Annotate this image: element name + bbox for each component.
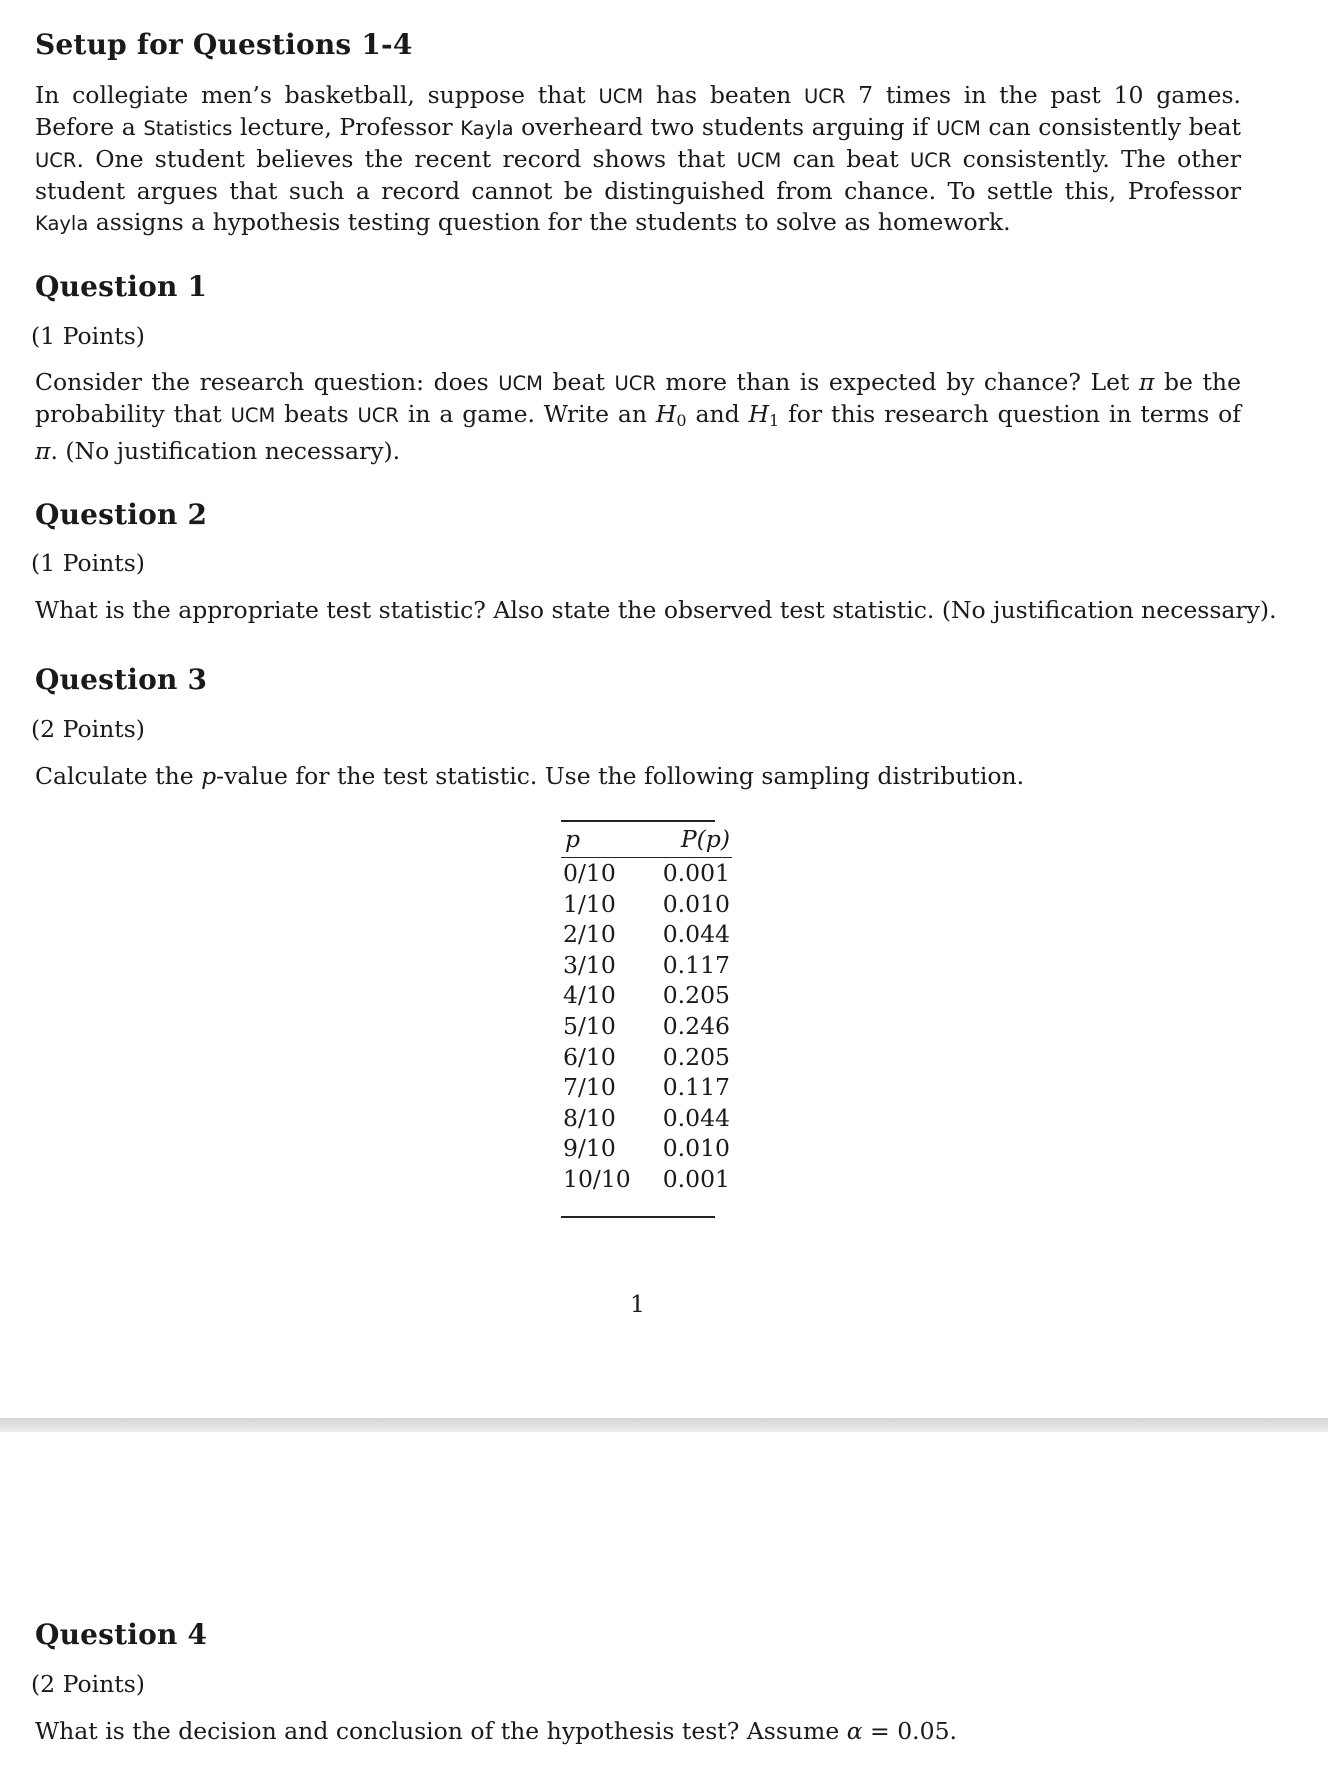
table-cell-prob: 0.044 xyxy=(662,920,731,949)
question-2-text: What is the appropriate test statistic? Also state the observed test statistic. (No justification necessary). xyxy=(35,596,1277,624)
table-cell-prob: 0.001 xyxy=(662,859,731,887)
table-cell-p: 4/10 xyxy=(563,981,616,1010)
page-separator xyxy=(0,1418,1328,1432)
table-cell-prob: 0.010 xyxy=(662,1134,731,1163)
question-1-text: Consider the research question: does UCM beat UCR more than is expected by chance? Let π be the probability that UCM beats UCR in a game. Write an $H_0$ and $H_1$ for this research question in terms of π. (No justification necessary). xyxy=(35,368,1242,465)
table-cell-p: 9/10 xyxy=(563,1134,616,1163)
question-2-points: (1 Points) xyxy=(31,549,145,577)
table-row xyxy=(561,1103,732,1134)
setup-heading: Setup for Questions 1-4 xyxy=(35,28,413,61)
table-row xyxy=(561,1042,732,1073)
table-cell-prob: 0.010 xyxy=(662,889,731,918)
table-row xyxy=(561,980,732,1011)
question-4-text: What is the decision and conclusion of the hypothesis test? Assume α = 0.05. xyxy=(35,1717,958,1745)
table-cell-p: 2/10 xyxy=(563,920,616,949)
table-cell-p: 7/10 xyxy=(563,1073,616,1102)
table-header-probability: P(p) xyxy=(661,819,732,858)
table-cell-prob: 0.205 xyxy=(662,1042,731,1071)
table-cell-p: 3/10 xyxy=(563,950,616,979)
question-1-points: (1 Points) xyxy=(31,322,145,350)
setup-paragraph: In collegiate men’s basketball, suppose that UCM has beaten UCR 7 times in the past 10 games. Before a Statistics lecture, Professor Kayla overheard two students arguing if UCM can consistently beat UCR. One student believes the recent record shows that UCM can beat UCR consistently. The other student argues that such a record cannot be distinguished from chance. To settle this, Professor Kayla assigns a hypothesis testing question for the students to solve as homework. xyxy=(35,81,1241,236)
question-3-points: (2 Points) xyxy=(31,715,145,743)
table-cell-prob: 0.205 xyxy=(662,981,731,1010)
course-name: Statistics xyxy=(143,117,233,140)
table-row xyxy=(561,950,732,981)
table-row xyxy=(561,1011,732,1042)
table-cell-prob: 0.044 xyxy=(662,1103,731,1132)
question-3-heading: Question 3 xyxy=(35,663,208,696)
question-1-heading: Question 1 xyxy=(35,270,208,303)
table-cell-p: 6/10 xyxy=(563,1042,616,1071)
question-3-text: Calculate the p-value for the test statistic. Use the following sampling distribution. xyxy=(35,762,1025,790)
table-row xyxy=(561,1072,732,1103)
table-cell-p: 10/10 xyxy=(563,1164,631,1193)
sampling-distribution-table xyxy=(561,819,732,1195)
table-cell-p: 5/10 xyxy=(563,1011,616,1040)
team-ucm: UCM xyxy=(598,85,644,108)
question-4-points: (2 Points) xyxy=(31,1670,145,1698)
table-cell-prob: 0.117 xyxy=(662,950,731,979)
table-row xyxy=(561,889,732,920)
table-header-p: p xyxy=(561,819,661,858)
table-row xyxy=(561,919,732,950)
table-bottom-rule xyxy=(561,1216,715,1218)
team-ucr: UCR xyxy=(803,85,846,108)
table-cell-prob: 0.117 xyxy=(662,1073,731,1102)
table-cell-prob: 0.246 xyxy=(662,1011,731,1040)
table-row xyxy=(561,1133,732,1164)
page-2 xyxy=(0,1432,1328,1782)
page-number: 1 xyxy=(630,1290,645,1318)
question-2-heading: Question 2 xyxy=(35,498,208,531)
professor-name: Kayla xyxy=(460,117,514,140)
table-cell-p: 1/10 xyxy=(563,889,616,918)
table-row xyxy=(561,858,732,889)
table-cell-p: 0/10 xyxy=(563,859,616,887)
table-cell-p: 8/10 xyxy=(563,1103,616,1132)
question-4-heading: Question 4 xyxy=(35,1618,208,1651)
table-row xyxy=(561,1164,732,1195)
table-cell-prob: 0.001 xyxy=(662,1164,731,1193)
